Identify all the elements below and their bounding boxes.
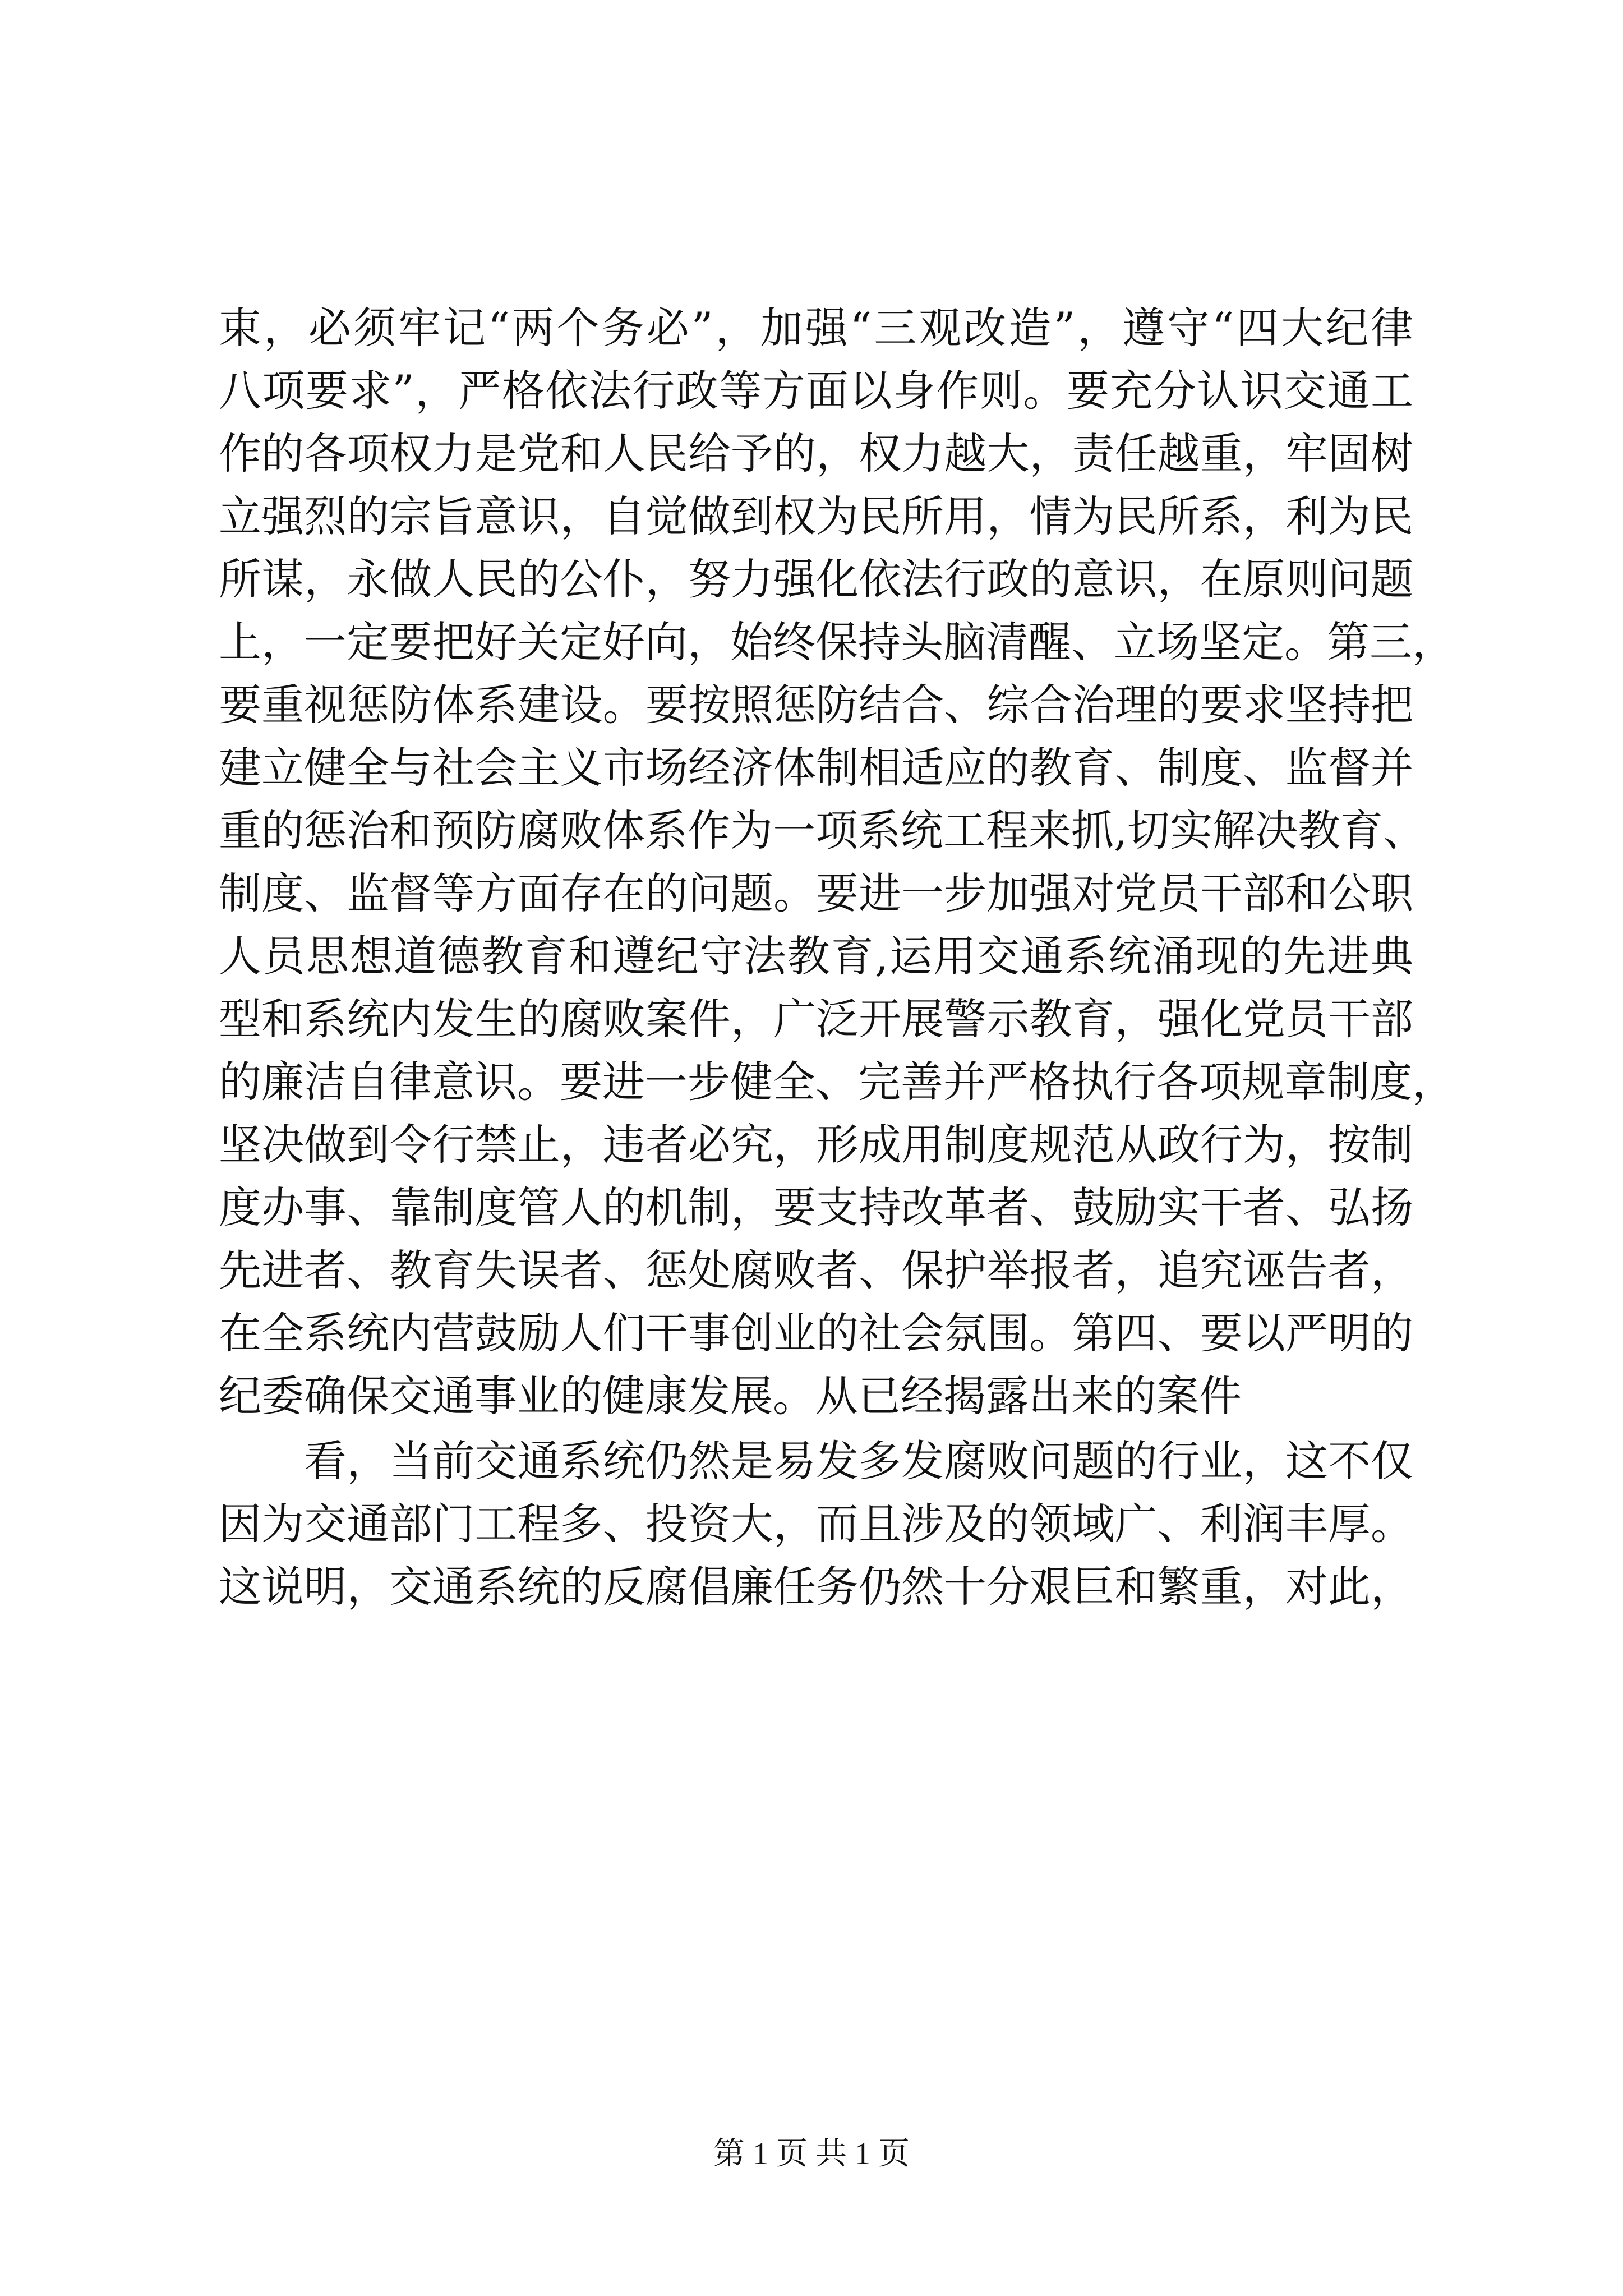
text-line-2: 八项要求”，严格依法行政等方面以身作则。要充分认识交通工 <box>219 366 1413 416</box>
text-line-14: 坚决做到令行禁止，违者必究，形成用制度规范从政行为，按制 <box>219 1120 1413 1170</box>
text-line-18: 纪委确保交通事业的健康发展。从已经揭露出来的案件 <box>219 1371 1242 1421</box>
text-line-19: 看，当前交通系统仍然是易发多发腐败问题的行业，这不仅 <box>304 1436 1413 1486</box>
text-line-5: 所谋，永做人民的公仆，努力强化依法行政的意识，在原则问题 <box>219 554 1413 604</box>
text-line-13: 的廉洁自律意识。要进一步健全、完善并严格执行各项规章制度， <box>219 1057 1455 1107</box>
text-line-8: 建立健全与社会主义市场经济体制相适应的教育、制度、监督并 <box>219 743 1413 793</box>
text-line-1: 束，必须牢记“两个务必”，加强“三观改造”，遵守“四大纪律 <box>219 303 1413 353</box>
text-line-20: 因为交通部门工程多、投资大，而且涉及的领域广、利润丰厚。 <box>219 1499 1413 1549</box>
text-line-15: 度办事、靠制度管人的机制，要支持改革者、鼓励实干者、弘扬 <box>219 1182 1413 1232</box>
text-line-3: 作的各项权力是党和人民给予的，权力越大，责任越重，牢固树 <box>219 429 1413 478</box>
text-line-11: 人员思想道德教育和遵纪守法教育,运用交通系统涌现的先进典 <box>219 931 1413 981</box>
text-line-4: 立强烈的宗旨意识，自觉做到权为民所用，情为民所系，利为民 <box>219 491 1413 541</box>
text-line-16: 先进者、教育失误者、惩处腐败者、保护举报者，追究诬告者， <box>219 1245 1413 1295</box>
text-line-6: 上，一定要把好关定好向，始终保持头脑清醒、立场坚定。第三， <box>219 617 1455 667</box>
text-line-9: 重的惩治和预防腐败体系作为一项系统工程来抓,切实解决教育、 <box>219 806 1426 855</box>
text-line-10: 制度、监督等方面存在的问题。要进一步加强对党员干部和公职 <box>219 868 1413 918</box>
text-line-17: 在全系统内营鼓励人们干事创业的社会氛围。第四、要以严明的 <box>219 1308 1413 1358</box>
page-number-footer: 第 1 页 共 1 页 <box>713 2137 910 2171</box>
text-line-7: 要重视惩防体系建设。要按照惩防结合、综合治理的要求坚持把 <box>219 680 1413 730</box>
text-line-12: 型和系统内发生的腐败案件，广泛开展警示教育，强化党员干部 <box>219 994 1413 1044</box>
text-line-21: 这说明，交通系统的反腐倡廉任务仍然十分艰巨和繁重，对此， <box>219 1562 1413 1612</box>
